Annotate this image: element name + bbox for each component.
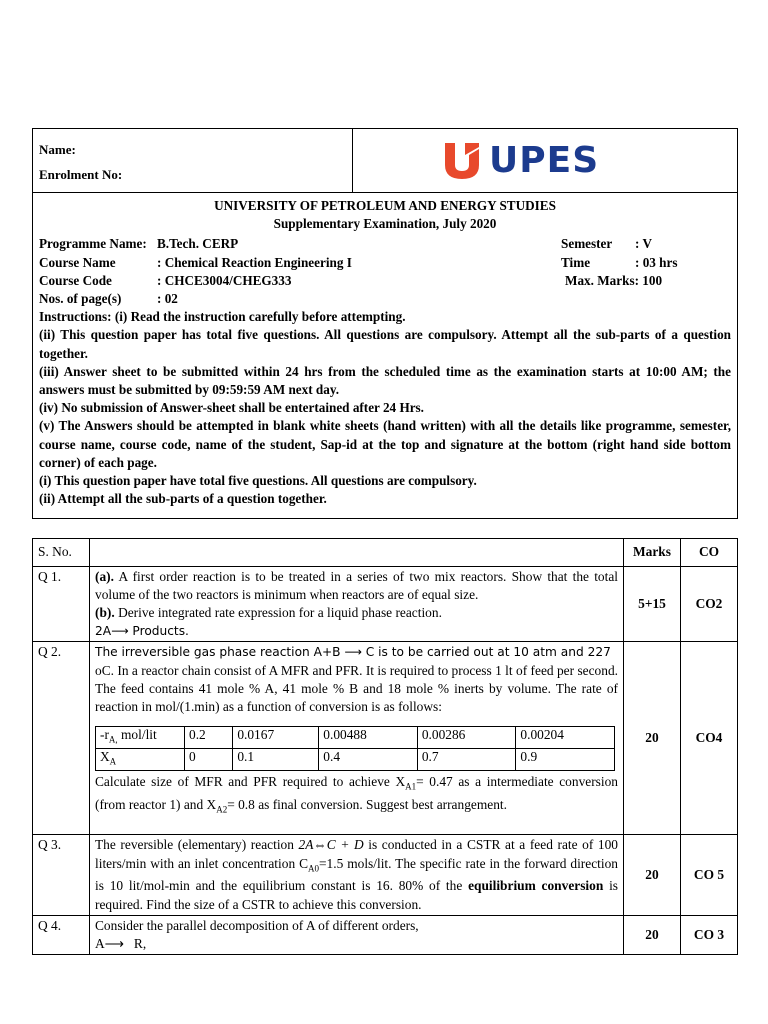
semester-value: : V — [635, 236, 652, 252]
conversion-label: $X_A$ — [96, 748, 185, 770]
instruction-line: (ii) Attempt all the sub-parts of a question together. — [39, 491, 327, 507]
course-name-value: : Chemical Reaction Engineering I — [157, 254, 352, 270]
rate-value: 0.00488 — [319, 727, 418, 749]
upes-logo-text: UPES — [489, 140, 600, 181]
time-label: Time — [561, 254, 591, 270]
max-marks: Max. Marks: 100 — [565, 272, 663, 288]
question-co: CO2 — [681, 566, 738, 642]
course-code-value: : CHCE3004/CHEG333 — [157, 272, 292, 288]
question-number: Q 4. — [33, 915, 90, 954]
rate-value: 0.00204 — [516, 727, 615, 749]
exam-title: Supplementary Examination, July 2020 — [273, 216, 497, 232]
exam-info — [33, 193, 737, 518]
col-question-header — [90, 539, 624, 566]
course-name-row — [39, 254, 731, 272]
question-number: Q 2. — [33, 642, 90, 835]
question-marks: 20 — [624, 835, 681, 915]
upes-logo-icon — [443, 141, 481, 181]
question-text — [90, 566, 624, 642]
question-row-q2 — [33, 642, 738, 835]
programme-label: Programme Name: — [39, 236, 147, 252]
time-value: : 03 hrs — [635, 254, 678, 270]
question-number: Q 1. — [33, 566, 90, 642]
pages-value: : 02 — [157, 291, 178, 307]
col-marks-header: Marks — [624, 539, 681, 566]
conversion-value: 0.9 — [516, 748, 615, 770]
instruction-line: (v) The Answers should be attempted in blank white sheets (hand written) with all the details like programme, semester, course name, course code, name of the student, Sap-id at the top and signature at the bottom (right hand side bottom corner) of each page. — [39, 418, 731, 470]
exam-header-sheet — [32, 128, 738, 955]
col-sno-header: S. No. — [33, 539, 90, 566]
reaction-equation: 2A⟶ Products. — [95, 624, 189, 639]
conversion-value: 0.7 — [417, 748, 516, 770]
instruction-line: (iv) No submission of Answer-sheet shall be entertained after 24 Hrs. — [39, 400, 424, 416]
programme-value: B.Tech. CERP — [157, 236, 239, 252]
rate-conversion-table — [95, 726, 615, 770]
student-details — [33, 129, 353, 192]
question-marks: 5+15 — [624, 566, 681, 642]
question-text: The reversible (elementary) reaction 2A⇔C + D is conducted in a CSTR at a feed rate of 100 liters/min with an inlet concentration $C_{A0}=1.5$ mols/lit. The specific rate in the forward direction is 10 lit/mol-min and the equilibrium constant is 16. 80% of the equilibrium conversion is required. Find the size of a CSTR to achieve this conversion. — [90, 835, 624, 915]
rate-label: $-r_{A,}$ mol/lit — [96, 727, 185, 749]
reaction-equation: 2A⇔C + D — [298, 837, 364, 853]
programme-row — [39, 235, 731, 253]
question-text: Consider the parallel decomposition of A of different orders, A⟶ R, — [90, 915, 624, 954]
question-co: CO4 — [681, 642, 738, 835]
questions-table — [32, 538, 738, 955]
table-header-row — [33, 539, 738, 566]
part-text: A first order reaction is to be treated in a series of two mix reactors. Show that the total volume of the two reactors is minimum when reactors are of equal size. — [95, 568, 618, 602]
conversion-row — [96, 748, 615, 770]
top-row — [33, 129, 737, 193]
question-row-q3 — [33, 835, 738, 915]
instruction-line: Instructions: (i) Read the instruction carefully before attempting. — [39, 309, 406, 325]
question-number: Q 3. — [33, 835, 90, 915]
semester-label: Semester — [561, 236, 613, 252]
instruction-line: (i) This question paper have total five questions. All questions are compulsory. — [39, 473, 477, 489]
part-label: (b). — [95, 605, 115, 621]
reaction-equation: A⟶ — [95, 936, 124, 952]
emphasis: equilibrium conversion — [468, 878, 604, 894]
question-paragraph: oC. In a reactor chain consist of A MFR and PFR. It is required to process 1 lt of feed per second. The feed contains 41 mole % A, 41 mole % B and 18 mole % inerts by volume. The rate of reaction in mol/(1.min) as a function of conversion is as follows: — [95, 662, 618, 715]
name-label: Name: — [39, 142, 76, 157]
course-name-label: Course Name — [39, 254, 116, 270]
instruction-line: (iii) Answer sheet to be submitted within 24 hrs from the scheduled time as the examination starts at 10:00 AM; the answers must be submitted by 09:59:59 AM next day. — [39, 363, 731, 398]
part-text: Derive integrated rate expression for a liquid phase reaction. — [114, 605, 442, 621]
pages-row — [39, 290, 731, 308]
part-label: (a). — [95, 568, 114, 584]
question-co: CO 3 — [681, 915, 738, 954]
conversion-value: 0.4 — [319, 748, 418, 770]
rate-value: 0.2 — [185, 727, 233, 749]
question-line: The irreversible gas phase reaction A+B ⟶ C is to be carried out at 10 atm and 227 — [95, 645, 611, 660]
enrolment-label: Enrolment No: — [39, 167, 123, 182]
col-co-header: CO — [681, 539, 738, 566]
question-text — [90, 642, 624, 835]
rate-row — [96, 727, 615, 749]
conversion-value: 0.1 — [233, 748, 319, 770]
rate-value: 0.0167 — [233, 727, 319, 749]
question-marks: 20 — [624, 915, 681, 954]
instruction-line: (ii) This question paper has total five questions. All questions are compulsory. Attempt all the sub-parts of a question together. — [39, 327, 731, 361]
question-paragraph: Calculate size of MFR and PFR required to achieve $X_{A1}= 0.47$ as a intermediate conversion (from reactor 1) and $X_{A2}= 0.8$ as final conversion. Suggest best arrangement. — [95, 773, 618, 815]
question-marks: 20 — [624, 642, 681, 835]
logo-area — [353, 129, 737, 192]
rate-value: 0.00286 — [417, 727, 516, 749]
upes-logo — [443, 140, 599, 181]
pages-label: Nos. of page(s) — [39, 291, 122, 307]
header-box — [32, 128, 738, 519]
university-name: UNIVERSITY OF PETROLEUM AND ENERGY STUDIES — [214, 198, 556, 213]
conversion-value: 0 — [185, 748, 233, 770]
question-row-q4 — [33, 915, 738, 954]
course-code-row — [39, 272, 731, 290]
question-row-q1 — [33, 566, 738, 642]
course-code-label: Course Code — [39, 272, 112, 288]
question-co: CO 5 — [681, 835, 738, 915]
